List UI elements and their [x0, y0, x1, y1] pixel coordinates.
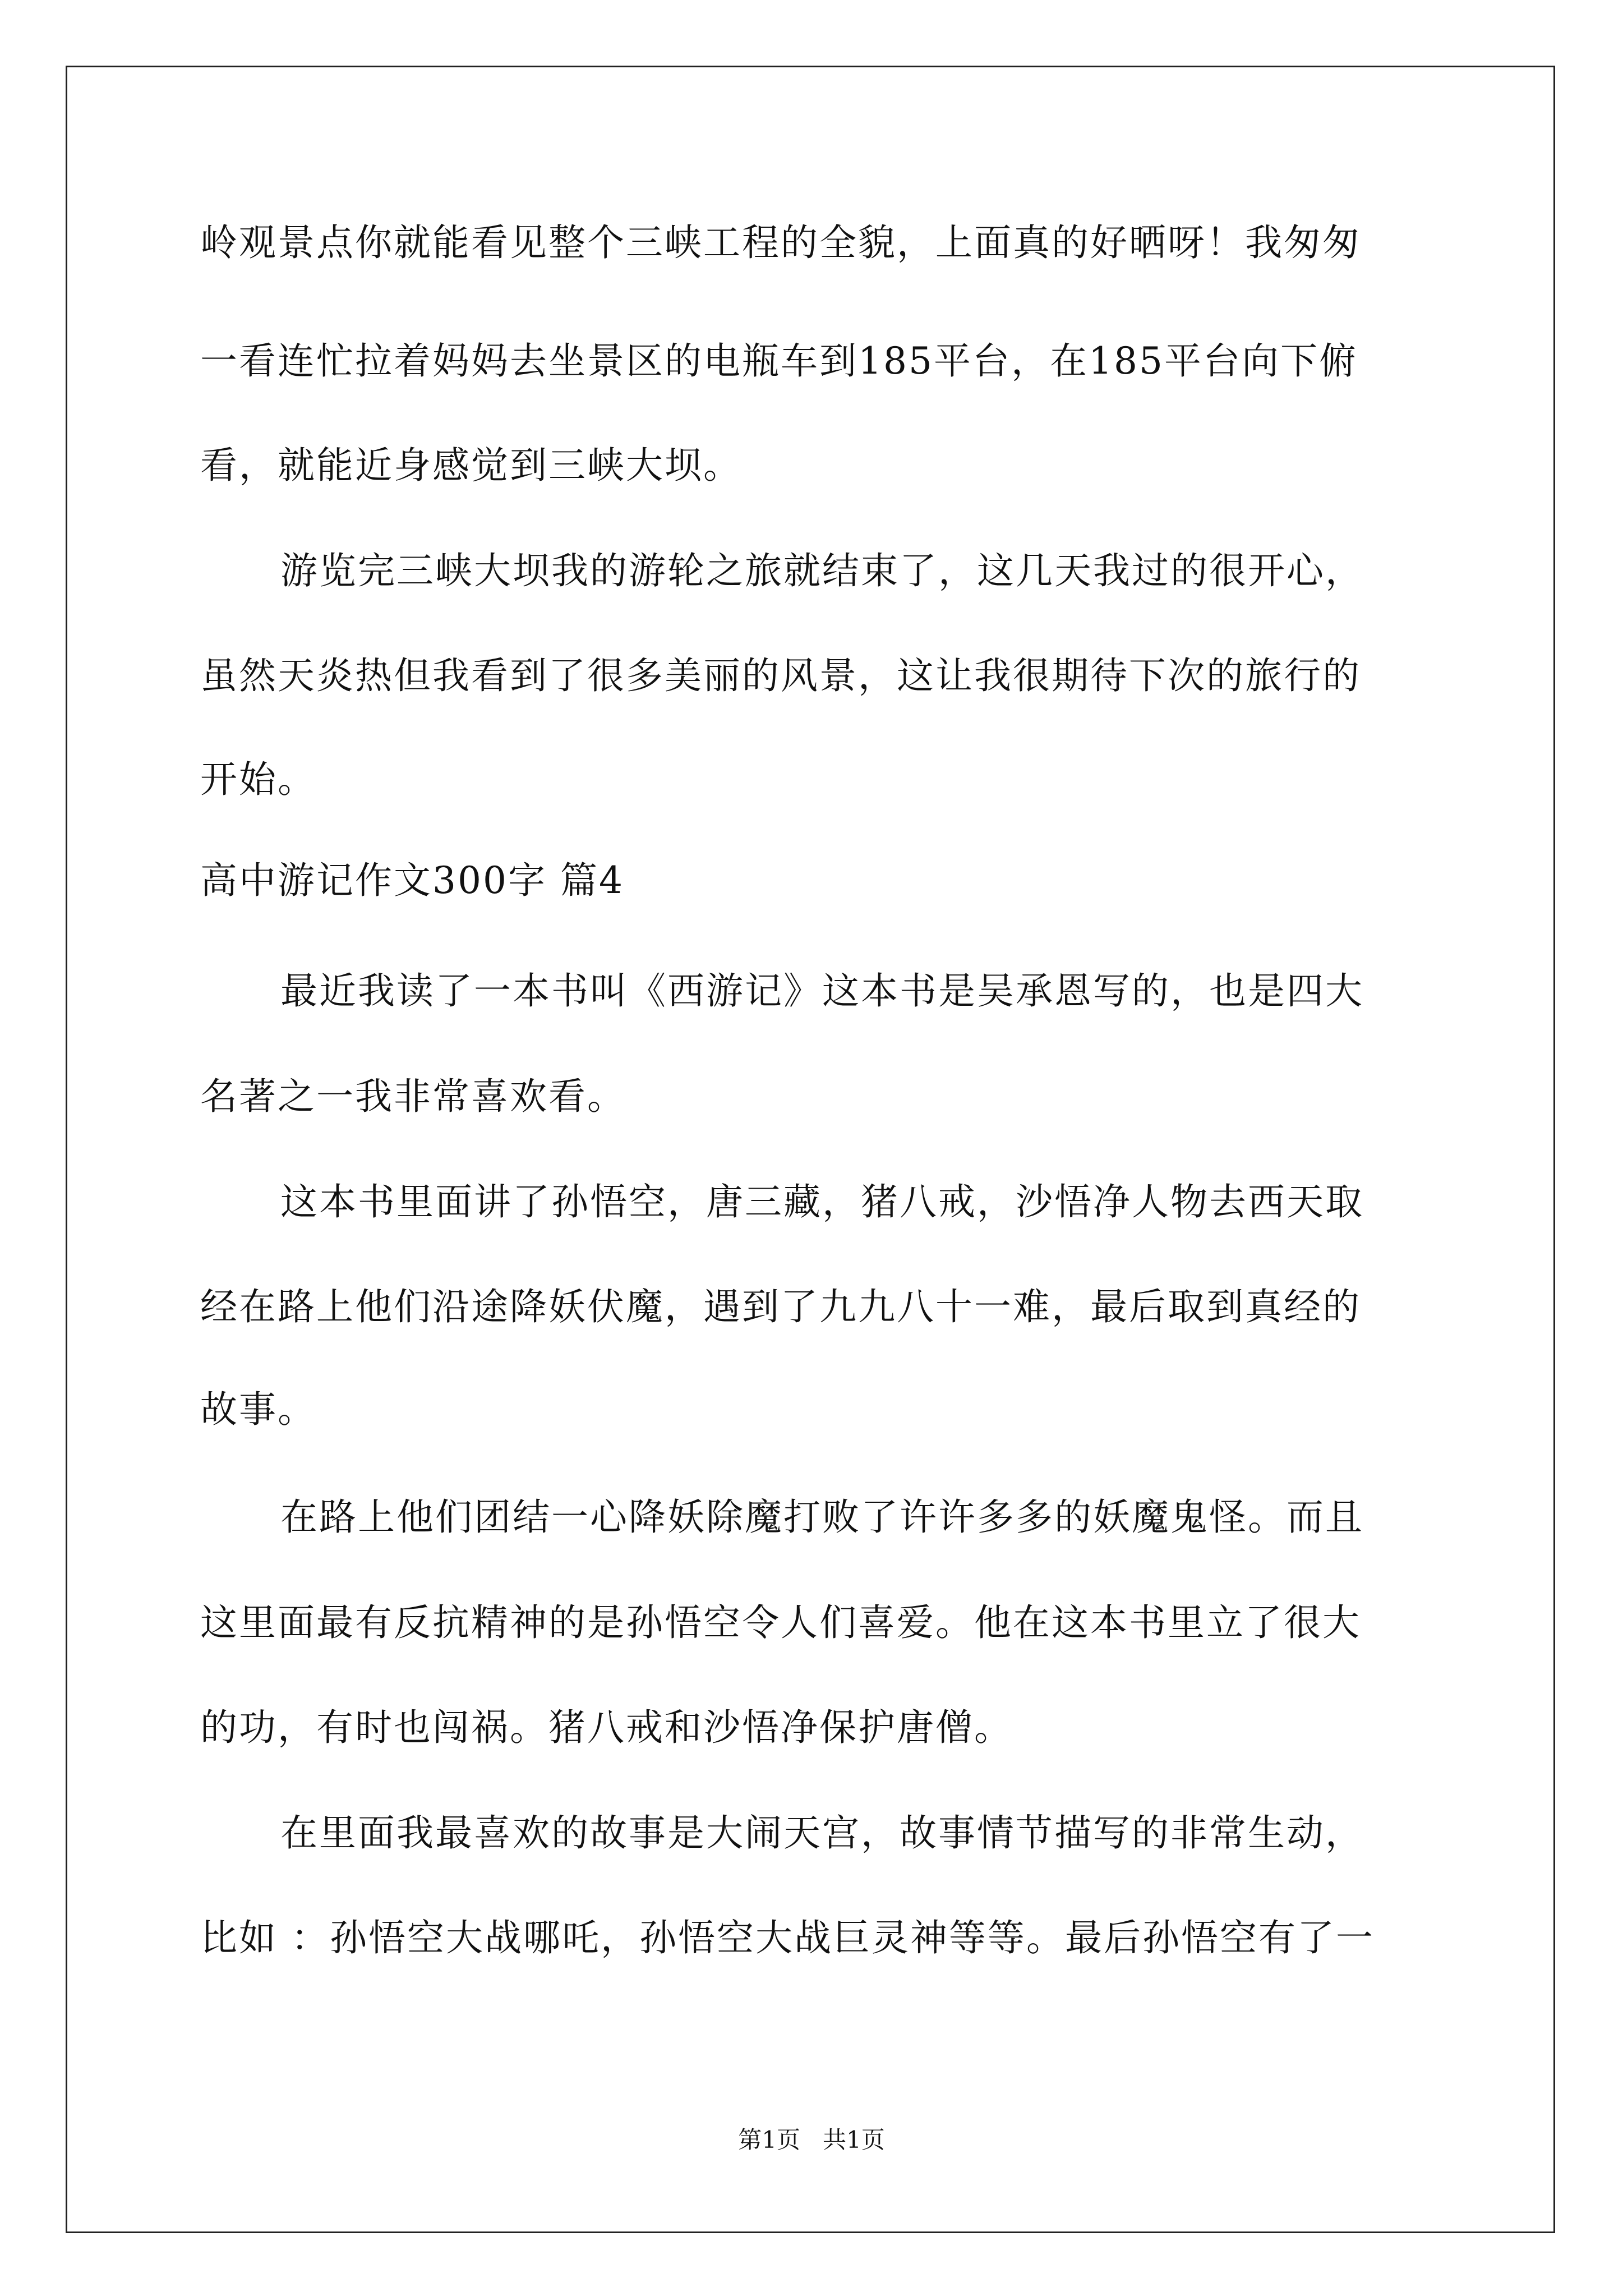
paragraph-start: 这本书里面讲了孙悟空，唐三藏，猪八戒，沙悟净人物去西天取	[280, 1180, 1364, 1223]
text-line: 开始。	[200, 758, 316, 801]
paragraph-start: 游览完三峡大坝我的游轮之旅就结束了，这几天我过的很开心，	[280, 549, 1364, 592]
text-line: 一看连忙拉着妈妈去坐景区的电瓶车到185平台，在185平台向下俯	[200, 339, 1358, 383]
text-line: 虽然天炎热但我看到了很多美丽的风景，这让我很期待下次的旅行的	[200, 654, 1361, 697]
paragraph-start: 最近我读了一本书叫《西游记》这本书是吴承恩写的，也是四大	[280, 969, 1364, 1013]
text-line: 经在路上他们沿途降妖伏魔，遇到了九九八十一难，最后取到真经的	[200, 1285, 1361, 1328]
text-line: 故事。	[200, 1388, 316, 1431]
section-heading: 高中游记作文300字 篇4	[200, 859, 624, 902]
paragraph-start: 在路上他们团结一心降妖除魔打败了许许多多的妖魔鬼怪。而且	[280, 1496, 1364, 1539]
text-line: 比如 ：孙悟空大战哪吒，孙悟空大战巨灵神等等。最后孙悟空有了一	[200, 1916, 1375, 1959]
text-line: 的功，有时也闯祸。猪八戒和沙悟净保护唐僧。	[200, 1706, 1013, 1749]
text-line: 这里面最有反抗精神的是孙悟空令人们喜爱。他在这本书里立了很大	[200, 1601, 1361, 1644]
text-line: 看，就能近身感觉到三峡大坝。	[200, 444, 742, 487]
paragraph-start: 在里面我最喜欢的故事是大闹天宫，故事情节描写的非常生动，	[280, 1811, 1364, 1855]
page-footer: 第1页 共1页	[738, 2126, 885, 2154]
page-border	[66, 66, 1555, 2233]
text-line: 名著之一我非常喜欢看。	[200, 1075, 626, 1118]
text-line: 岭观景点你就能看见整个三峡工程的全貌，上面真的好晒呀！我匆匆	[200, 221, 1361, 264]
